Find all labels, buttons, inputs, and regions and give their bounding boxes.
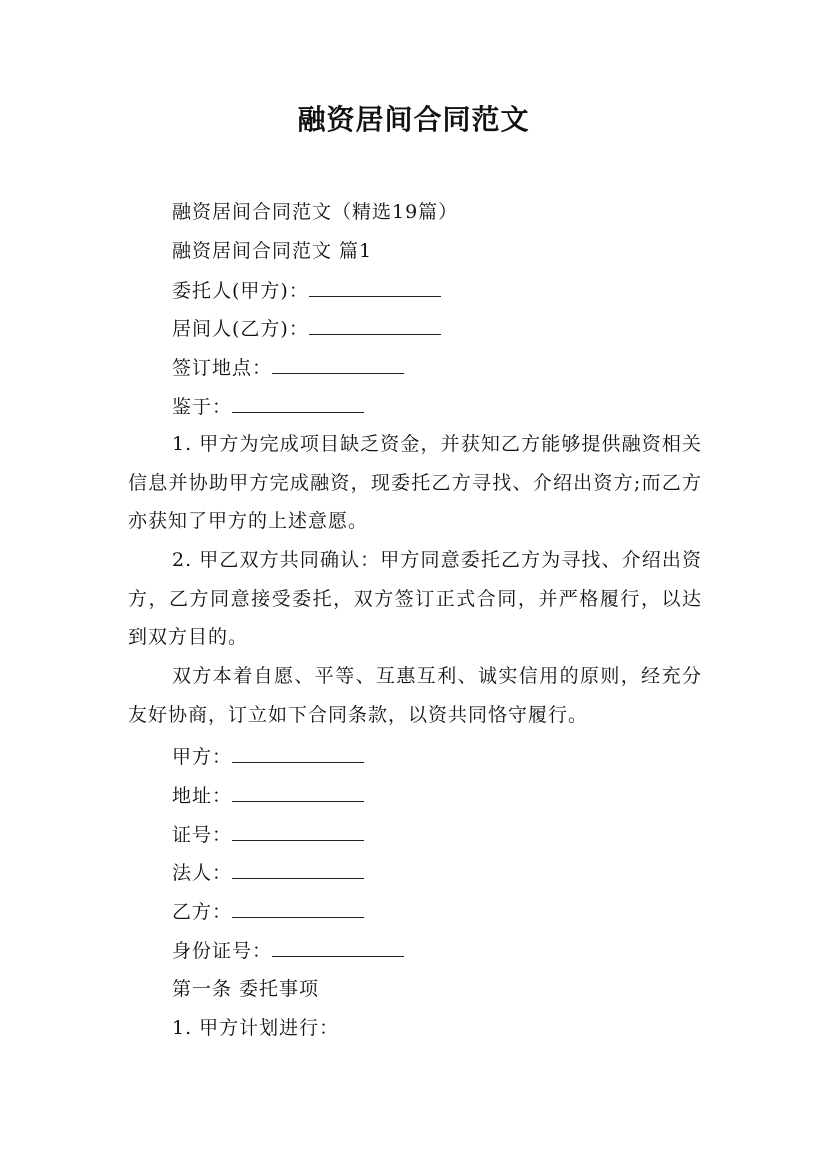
field-party-a	[172, 744, 364, 769]
field-label: 身份证号：	[172, 940, 273, 962]
blank-line	[272, 355, 404, 374]
field-label: 鉴于：	[172, 396, 233, 418]
field-signing-place	[172, 355, 404, 380]
field-entrusting-party	[172, 278, 441, 303]
paragraph-3: 双方本着自愿、平等、互惠互利、诚实信用的原则，经充分友好协商，订立如下合同条款，以资共同恪守履行。	[128, 665, 702, 726]
field-legal-person	[172, 860, 364, 885]
blank-line	[232, 822, 364, 841]
paragraph-1: 1. 甲方为完成项目缺乏资金，并获知乙方能够提供融资相关信息并协助甲方完成融资，现委托乙方寻找、介绍出资方;而乙方亦获知了甲方的上述意愿。	[128, 433, 702, 532]
blank-line	[232, 783, 364, 802]
field-label: 证号：	[172, 824, 233, 846]
field-party-b	[172, 899, 364, 924]
field-address	[172, 783, 364, 808]
field-label: 签订地点：	[172, 357, 273, 379]
article-item: 1. 甲方计划进行：	[172, 1017, 340, 1039]
blank-line	[309, 278, 441, 297]
field-label: 居间人(乙方)：	[172, 318, 309, 340]
article-heading: 第一条 委托事项	[172, 978, 320, 1000]
field-id-number	[172, 938, 404, 963]
field-label: 乙方：	[172, 901, 233, 923]
field-intermediary	[172, 316, 441, 341]
document-subtitle: 融资居间合同范文（精选19篇）	[172, 201, 459, 223]
blank-line	[309, 316, 441, 335]
field-label: 法人：	[172, 862, 233, 884]
field-label: 甲方：	[172, 746, 233, 768]
document-title: 融资居间合同范文	[297, 103, 530, 136]
field-whereas	[172, 394, 364, 419]
blank-line	[232, 744, 364, 763]
blank-line	[232, 394, 364, 413]
field-certificate-number	[172, 822, 364, 847]
blank-line	[232, 860, 364, 879]
paragraph-2: 2. 甲乙双方共同确认：甲方同意委托乙方为寻找、介绍出资方，乙方同意接受委托，双方签订正式合同，并严格履行，以达到双方目的。	[128, 549, 702, 648]
section-heading: 融资居间合同范文 篇1	[172, 240, 373, 262]
blank-line	[232, 899, 364, 918]
blank-line	[272, 938, 404, 957]
field-label: 委托人(甲方)：	[172, 280, 309, 302]
field-label: 地址：	[172, 785, 233, 807]
